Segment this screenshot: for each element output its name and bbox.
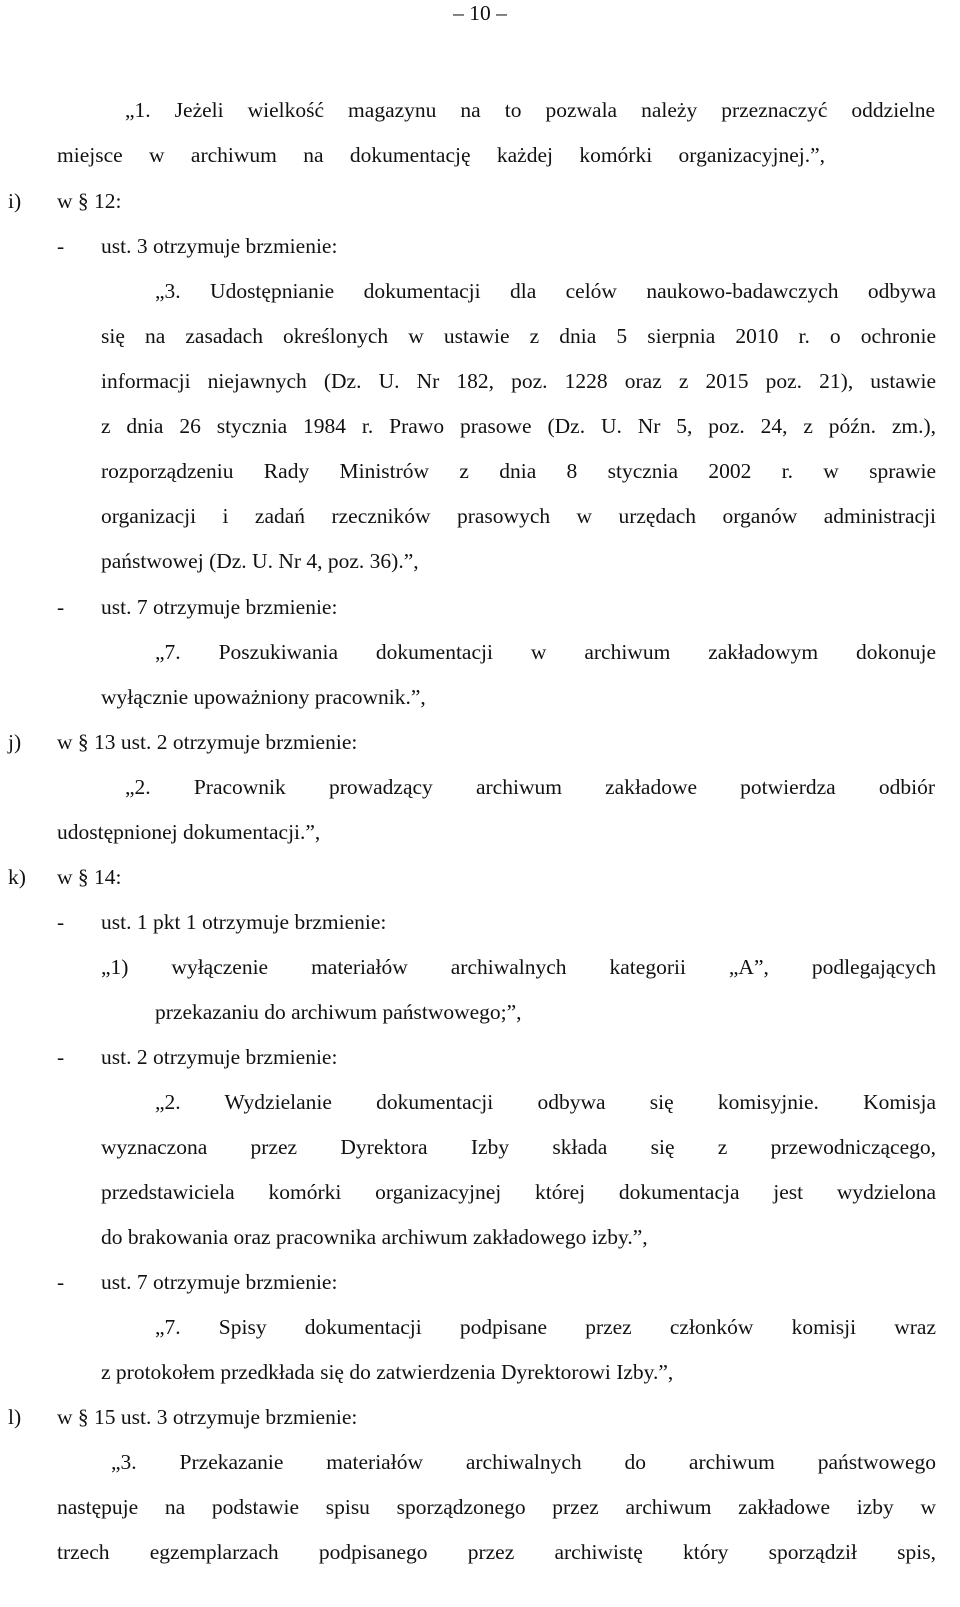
dash-marker: - bbox=[57, 1045, 65, 1069]
text-line: udostępnionej dokumentacji.”, bbox=[57, 820, 321, 844]
text-line: państwowej (Dz. U. Nr 4, poz. 36).”, bbox=[101, 549, 419, 573]
text-line: z dnia 26 stycznia 1984 r. Prawo prasowe (Dz. U. Nr 5, poz. 24, z późn. zm.), bbox=[101, 414, 936, 438]
text-line: przekazaniu do archiwum państwowego;”, bbox=[155, 1000, 522, 1024]
text-line: się na zasadach określonych w ustawie z dnia 5 sierpnia 2010 r. o ochronie bbox=[101, 324, 936, 348]
dash-marker: - bbox=[57, 1270, 65, 1294]
text-line: miejsce w archiwum na dokumentację każdej komórki organizacyjnej.”, bbox=[57, 143, 825, 167]
text-line: organizacji i zadań rzeczników prasowych w urzędach organów administracji bbox=[101, 504, 936, 528]
text-line: ust. 7 otrzymuje brzmienie: bbox=[101, 1270, 338, 1294]
page-number: – 10 – bbox=[453, 1, 507, 25]
text-line: w § 13 ust. 2 otrzymuje brzmienie: bbox=[57, 730, 358, 754]
text-line: wyłącznie upoważniony pracownik.”, bbox=[101, 685, 426, 709]
text-line: następuje na podstawie spisu sporządzonego przez archiwum zakładowe izby w bbox=[57, 1495, 936, 1519]
list-marker: j) bbox=[8, 730, 22, 754]
text-line: „2. Wydzielanie dokumentacji odbywa się komisyjnie. Komisja bbox=[155, 1090, 936, 1114]
text-line: „1. Jeżeli wielkość magazynu na to pozwala należy przeznaczyć oddzielne bbox=[125, 98, 935, 122]
dash-marker: - bbox=[57, 910, 65, 934]
text-line: „3. Udostępnianie dokumentacji dla celów naukowo-badawczych odbywa bbox=[155, 279, 936, 303]
list-marker: k) bbox=[8, 865, 26, 889]
text-line: ust. 3 otrzymuje brzmienie: bbox=[101, 234, 338, 258]
list-marker: l) bbox=[8, 1405, 22, 1429]
text-line: „7. Poszukiwania dokumentacji w archiwum zakładowym dokonuje bbox=[155, 640, 936, 664]
text-line: w § 15 ust. 3 otrzymuje brzmienie: bbox=[57, 1405, 358, 1429]
text-line: przedstawiciela komórki organizacyjnej której dokumentacja jest wydzielona bbox=[101, 1180, 936, 1204]
text-line: do brakowania oraz pracownika archiwum zakładowego izby.”, bbox=[101, 1225, 648, 1249]
text-line: „7. Spisy dokumentacji podpisane przez członków komisji wraz bbox=[155, 1315, 936, 1339]
text-line: „2. Pracownik prowadzący archiwum zakładowe potwierdza odbiór bbox=[125, 775, 935, 799]
text-line: ust. 2 otrzymuje brzmienie: bbox=[101, 1045, 338, 1069]
dash-marker: - bbox=[57, 595, 65, 619]
text-line: ust. 1 pkt 1 otrzymuje brzmienie: bbox=[101, 910, 387, 934]
text-line: informacji niejawnych (Dz. U. Nr 182, poz. 1228 oraz z 2015 poz. 21), ustawie bbox=[101, 369, 936, 393]
text-line: trzech egzemplarzach podpisanego przez archiwistę który sporządził spis, bbox=[57, 1540, 936, 1564]
text-line: ust. 7 otrzymuje brzmienie: bbox=[101, 595, 338, 619]
dash-marker: - bbox=[57, 234, 65, 258]
text-line: w § 14: bbox=[57, 865, 122, 889]
text-line: wyznaczona przez Dyrektora Izby składa się z przewodniczącego, bbox=[101, 1135, 936, 1159]
text-line: rozporządzeniu Rady Ministrów z dnia 8 stycznia 2002 r. w sprawie bbox=[101, 459, 936, 483]
list-marker: i) bbox=[8, 189, 22, 213]
text-line: „3. Przekazanie materiałów archiwalnych do archiwum państwowego bbox=[111, 1450, 936, 1474]
text-line: z protokołem przedkłada się do zatwierdzenia Dyrektorowi Izby.”, bbox=[101, 1360, 674, 1384]
text-line: „1) wyłączenie materiałów archiwalnych kategorii „A”, podlegających bbox=[101, 955, 936, 979]
text-line: w § 12: bbox=[57, 189, 122, 213]
